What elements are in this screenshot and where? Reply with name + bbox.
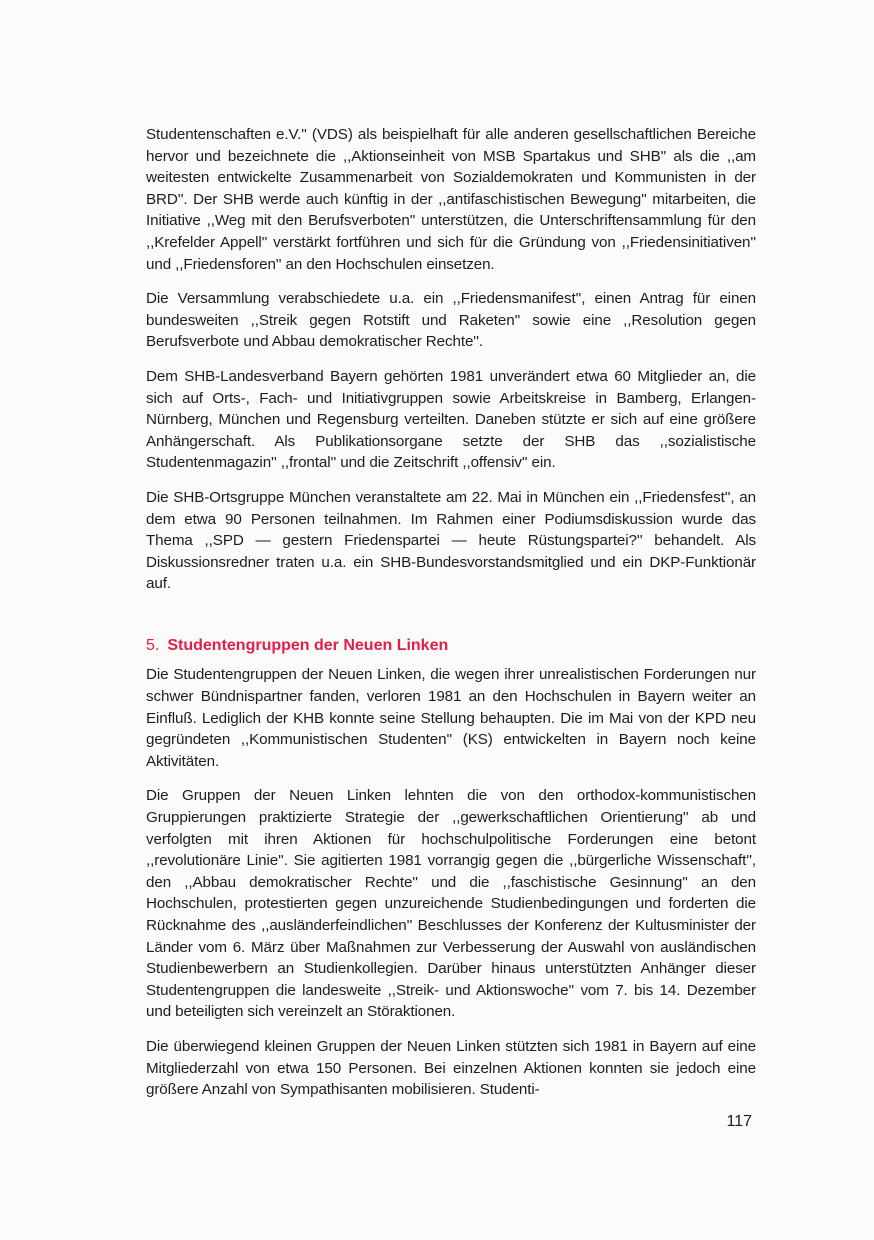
- paragraph-vds: Studentenschaften e.V.'' (VDS) als beispielhaft für alle anderen gesellschaftlichen Bereiche hervor und bezeichnete die ,,Aktionseinheit von MSB Spartakus und SHB'' als die ,,am weitesten entwickelte Zusammenarbeit von Sozialdemokraten und Kommunisten in der BRD''. Der SHB werde auch künftig in der ,,antifaschistischen Bewegung'' mitarbeiten, die Initiative ,,Weg mit den Berufsverboten'' unterstützen, die Unterschriftensammlung für den ,,Krefelder Appell'' verstärkt fortführen und sich für die Gründung von ,,Friedensinitiativen'' und ,,Friedensforen'' an den Hochschulen einsetzen.: [146, 126, 756, 273]
- section-title: Studentengruppen der Neuen Linken: [167, 636, 449, 654]
- page-body: [146, 124, 756, 1114]
- paragraph-versammlung: Die Versammlung verabschiedete u.a. ein ,,Friedensmanifest'', einen Antrag für einen bundesweiten ,,Streik gegen Rotstift und Raketen'' sowie eine ,,Resolution gegen Berufsverbote und Abbau demokratischer Rechte''.: [146, 290, 756, 351]
- section-number: 5.: [146, 636, 160, 654]
- section-heading: [146, 635, 756, 657]
- paragraph-mitglieder: Die überwiegend kleinen Gruppen der Neuen Linken stützten sich 1981 in Bayern auf eine Mitgliederzahl von etwa 150 Personen. Bei einzelnen Aktionen konnten sie jedoch eine größere Anzahl von Sympathisanten mobilisieren. Studenti-: [146, 1037, 756, 1099]
- paragraph-neue-linke-intro: Die Studentengruppen der Neuen Linken, die wegen ihrer unrealistischen Forderungen nur schwer Bündnispartner fanden, verloren 1981 an den Hochschulen in Bayern weiter an Einfluß. Lediglich der KHB konnte seine Stellung behaupten. Die im Mai von der KPD neu gegründeten ,,Kommunistischen Studenten'' (KS) entwickelten in Bayern noch keine Aktivitäten.: [146, 666, 756, 770]
- paragraph-ortsgruppe: Die SHB-Ortsgruppe München veranstaltete am 22. Mai in München ein ,,Friedensfest'', an dem etwa 90 Personen teilnahmen. Im Rahmen einer Podiumsdiskussion wurde das Thema ,,SPD — gestern Friedenspartei — heute Rüstungspartei?'' behandelt. Als Diskussionsredner traten u.a. ein SHB-Bundesvorstandsmitglied und ein DKP-Funktionär auf.: [146, 488, 756, 593]
- paragraph-landesverband: Dem SHB-Landesverband Bayern gehörten 1981 unverändert etwa 60 Mitglieder an, die sich auf Orts-, Fach- und Initiativgruppen sowie Arbeitskreise in Bamberg, Erlangen-Nürnberg, München und Regensburg verteilten. Daneben stützte er sich auf eine größere Anhängerschaft. Als Publikationsorgane setzte der SHB das ,,sozialistische Studentenmagazin'' ,,frontal'' und die Zeitschrift ,,offensiv'' ein.: [146, 367, 756, 472]
- page-number: 117: [726, 1113, 752, 1130]
- paragraph-strategie: Die Gruppen der Neuen Linken lehnten die von den orthodox-kommunistischen Gruppierungen praktizierte Strategie der ,,gewerkschaftlichen Orientierung'' ab und verfolgten mit ihren Aktionen für hochschulpolitische Forderungen eine betont ,,revolutionäre Linie''. Sie agitierten 1981 vorrangig gegen die ,,bürgerliche Wissenschaft'', den ,,Abbau demokratischer Rechte'' und die ,,faschistische Gesinnung'' an den Hochschulen, protestierten gegen unzureichende Studienbedingungen und forderten die Rücknahme des ,,ausländerfeindlichen'' Beschlusses der Konferenz der Kultusminister der Länder vom 6. März über Maßnahmen zur Verbesserung der Auswahl von ausländischen Studienbewerbern an Studienkollegien. Darüber hinaus unterstützten Anhänger dieser Studentengruppen die landesweite ,,Streik- und Aktionswoche'' vom 7. bis 14. Dezember und beteiligten sich vereinzelt an Störaktionen.: [146, 787, 756, 1021]
